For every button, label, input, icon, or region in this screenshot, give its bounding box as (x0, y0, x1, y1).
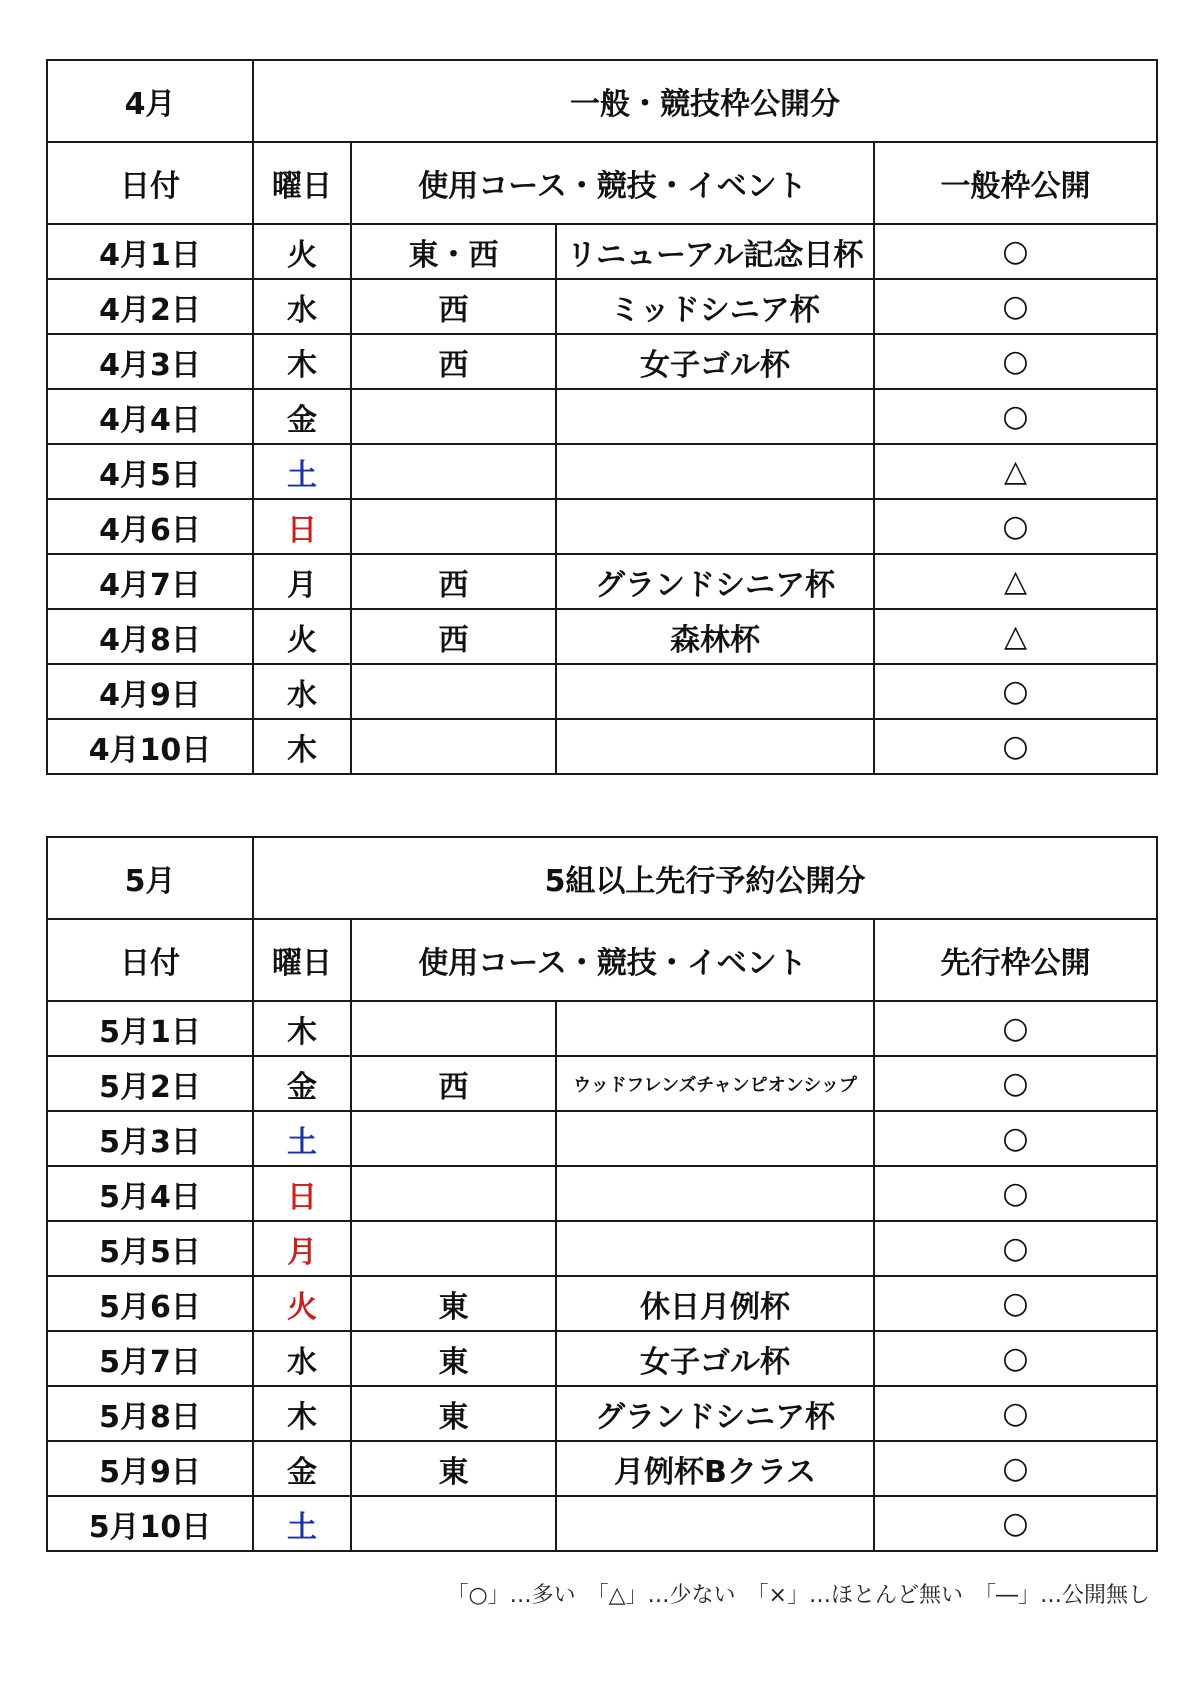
table-row (47, 1386, 1157, 1441)
may-title-row (47, 837, 1157, 919)
table-row (47, 279, 1157, 334)
date-cell: 5月9日 (47, 1441, 253, 1496)
date-cell: 4月5日 (47, 444, 253, 499)
course-cell: 西 (351, 609, 556, 664)
may-header-row (47, 919, 1157, 1001)
table-row (47, 1166, 1157, 1221)
month-label: 4月 (47, 60, 253, 142)
course-cell: 西 (351, 279, 556, 334)
event-cell: 休日月例杯 (556, 1276, 874, 1331)
event-cell (556, 389, 874, 444)
weekday-cell: 日 (253, 499, 351, 554)
weekday-cell: 土 (253, 444, 351, 499)
table-row (47, 444, 1157, 499)
course-cell (351, 444, 556, 499)
event-cell: グランドシニア杯 (556, 1386, 874, 1441)
availability-cell: ○ (874, 1221, 1157, 1276)
date-cell: 5月4日 (47, 1166, 253, 1221)
april-table-body (47, 60, 1157, 774)
may-schedule-table (46, 836, 1158, 1552)
weekday-cell: 日 (253, 1166, 351, 1221)
course-cell: 東 (351, 1441, 556, 1496)
header-date: 日付 (47, 919, 253, 1001)
table-row (47, 334, 1157, 389)
availability-cell: △ (874, 554, 1157, 609)
event-cell (556, 1496, 874, 1551)
weekday-cell: 月 (253, 554, 351, 609)
course-cell (351, 1221, 556, 1276)
event-cell: 森林杯 (556, 609, 874, 664)
date-cell: 4月3日 (47, 334, 253, 389)
april-schedule-table (46, 59, 1158, 775)
weekday-cell: 水 (253, 664, 351, 719)
event-cell (556, 499, 874, 554)
availability-cell: ○ (874, 279, 1157, 334)
table-row (47, 499, 1157, 554)
table-row (47, 224, 1157, 279)
event-cell: ミッドシニア杯 (556, 279, 874, 334)
course-cell (351, 499, 556, 554)
table-row (47, 1056, 1157, 1111)
course-cell (351, 1001, 556, 1056)
weekday-cell: 木 (253, 1001, 351, 1056)
event-cell (556, 1166, 874, 1221)
date-cell: 5月6日 (47, 1276, 253, 1331)
table-row (47, 664, 1157, 719)
weekday-cell: 水 (253, 1331, 351, 1386)
table-row (47, 1111, 1157, 1166)
availability-cell: ○ (874, 224, 1157, 279)
course-cell (351, 664, 556, 719)
course-cell: 東 (351, 1386, 556, 1441)
header-course-event: 使用コース・競技・イベント (351, 142, 874, 224)
availability-cell: ○ (874, 1386, 1157, 1441)
event-cell (556, 1001, 874, 1056)
date-cell: 4月7日 (47, 554, 253, 609)
weekday-cell: 水 (253, 279, 351, 334)
availability-cell: ○ (874, 1331, 1157, 1386)
table-row (47, 1331, 1157, 1386)
date-cell: 5月7日 (47, 1331, 253, 1386)
availability-cell: △ (874, 609, 1157, 664)
header-day: 曜日 (253, 142, 351, 224)
header-course-event: 使用コース・競技・イベント (351, 919, 874, 1001)
header-availability: 一般枠公開 (874, 142, 1157, 224)
weekday-cell: 火 (253, 1276, 351, 1331)
date-cell: 4月1日 (47, 224, 253, 279)
course-cell (351, 389, 556, 444)
course-cell (351, 719, 556, 774)
april-header-row (47, 142, 1157, 224)
event-cell: リニューアル記念日杯 (556, 224, 874, 279)
header-day: 曜日 (253, 919, 351, 1001)
weekday-cell: 金 (253, 1441, 351, 1496)
date-cell: 5月2日 (47, 1056, 253, 1111)
weekday-cell: 月 (253, 1221, 351, 1276)
date-cell: 4月2日 (47, 279, 253, 334)
availability-cell: ○ (874, 1496, 1157, 1551)
event-cell (556, 664, 874, 719)
availability-cell: ○ (874, 389, 1157, 444)
date-cell: 4月10日 (47, 719, 253, 774)
course-cell (351, 1111, 556, 1166)
event-cell: グランドシニア杯 (556, 554, 874, 609)
weekday-cell: 土 (253, 1496, 351, 1551)
month-label: 5月 (47, 837, 253, 919)
event-cell (556, 1221, 874, 1276)
date-cell: 4月6日 (47, 499, 253, 554)
table-row (47, 1276, 1157, 1331)
event-cell: 女子ゴル杯 (556, 334, 874, 389)
date-cell: 5月3日 (47, 1111, 253, 1166)
availability-cell: △ (874, 444, 1157, 499)
availability-cell: ○ (874, 1001, 1157, 1056)
date-cell: 5月1日 (47, 1001, 253, 1056)
availability-cell: ○ (874, 499, 1157, 554)
table-title: 5組以上先行予約公開分 (253, 837, 1157, 919)
date-cell: 4月8日 (47, 609, 253, 664)
availability-cell: ○ (874, 1166, 1157, 1221)
weekday-cell: 木 (253, 719, 351, 774)
date-cell: 4月4日 (47, 389, 253, 444)
weekday-cell: 土 (253, 1111, 351, 1166)
course-cell (351, 1166, 556, 1221)
course-cell: 西 (351, 1056, 556, 1111)
table-row (47, 389, 1157, 444)
course-cell: 西 (351, 334, 556, 389)
table-row (47, 719, 1157, 774)
availability-cell: ○ (874, 1276, 1157, 1331)
availability-legend: 「○」…多い 「△」…少ない 「×」…ほとんど無い 「―」…公開無し (446, 1583, 1150, 1608)
availability-cell: ○ (874, 334, 1157, 389)
table-row (47, 1496, 1157, 1551)
date-cell: 5月5日 (47, 1221, 253, 1276)
course-cell: 東 (351, 1331, 556, 1386)
availability-cell: ○ (874, 719, 1157, 774)
course-cell: 東 (351, 1276, 556, 1331)
table-row (47, 1001, 1157, 1056)
table-row (47, 554, 1157, 609)
event-cell: 女子ゴル杯 (556, 1331, 874, 1386)
header-date: 日付 (47, 142, 253, 224)
course-cell: 東・西 (351, 224, 556, 279)
weekday-cell: 木 (253, 1386, 351, 1441)
date-cell: 4月9日 (47, 664, 253, 719)
event-cell: ウッドフレンズチャンピオンシップ (556, 1056, 874, 1111)
table-row (47, 609, 1157, 664)
table-title: 一般・競技枠公開分 (253, 60, 1157, 142)
header-availability: 先行枠公開 (874, 919, 1157, 1001)
event-cell (556, 444, 874, 499)
availability-cell: ○ (874, 1441, 1157, 1496)
event-cell (556, 1111, 874, 1166)
weekday-cell: 火 (253, 609, 351, 664)
availability-cell: ○ (874, 1056, 1157, 1111)
availability-cell: ○ (874, 664, 1157, 719)
date-cell: 5月8日 (47, 1386, 253, 1441)
weekday-cell: 金 (253, 1056, 351, 1111)
table-row (47, 1441, 1157, 1496)
course-cell: 西 (351, 554, 556, 609)
weekday-cell: 木 (253, 334, 351, 389)
course-cell (351, 1496, 556, 1551)
april-title-row (47, 60, 1157, 142)
table-row (47, 1221, 1157, 1276)
availability-cell: ○ (874, 1111, 1157, 1166)
date-cell: 5月10日 (47, 1496, 253, 1551)
event-cell: 月例杯Bクラス (556, 1441, 874, 1496)
weekday-cell: 金 (253, 389, 351, 444)
weekday-cell: 火 (253, 224, 351, 279)
may-table-body (47, 837, 1157, 1551)
event-cell (556, 719, 874, 774)
